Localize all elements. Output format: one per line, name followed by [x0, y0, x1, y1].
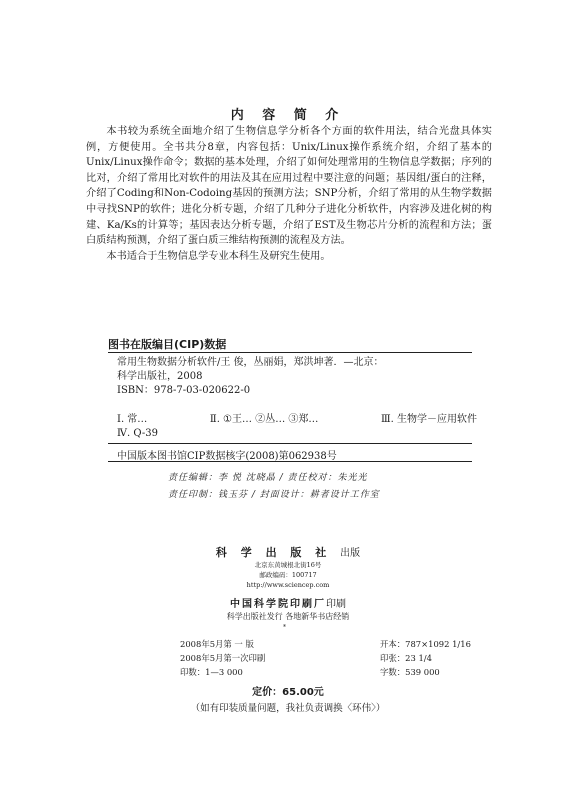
quality-notice: （如有印装质量问题，我社负责调换〈环伟〉） — [190, 703, 386, 714]
publisher-website: http://www.sciencep.com — [246, 581, 330, 589]
cip-class-3: Ⅲ. 生物学－应用软件 — [380, 414, 477, 425]
cip-number: 中国版本图书馆CIP数据核字(2008)第062938号 — [117, 451, 337, 462]
spec-word-count: 字数：539 000 — [380, 667, 440, 677]
distribution-line: 科学出版社发行 各地新华书店经销 — [226, 612, 350, 621]
printer-name: 中国科学院印刷厂 — [230, 599, 326, 610]
cip-line: ISBN：978-7-03-020622-0 — [117, 385, 251, 396]
spec-printing: 2008年5月第一次印刷 — [180, 653, 266, 663]
summary-title: 内 容 简 介 — [230, 108, 346, 123]
publisher-postcode: 邮政编码：100717 — [259, 571, 317, 579]
cip-class-1: Ⅰ. 常… — [117, 414, 148, 425]
publication-specs — [180, 637, 471, 679]
publisher-suffix: 出版 — [340, 548, 361, 559]
cip-line: 科学出版社，2008 — [117, 371, 203, 382]
cip-rule-bottom — [108, 461, 472, 462]
summary-paragraph: 本书较为系统全面地介绍了生物信息学分析各个方面的软件用法，结合光盘具体实例，方便使用。全书共分8章，内容包括：Unix/Linux操作系统介绍，介绍了基本的Unix/Linux操作命令；数据的基本处理，介绍了如何处理常用的生物信息学数据；序列的比对，介绍了常用比对软件的用法及其在应用过程中要注意的问题；基因组/蛋白的注释，介绍了Coding和Non-Codoing基因的预测方法；SNP分析，介绍了常用的从生物学数据中寻找SNP的软件；进化分析专题，介绍了几种分子进化分析软件，内容涉及进化树的构建、Ka/Ks的计算等；基因表达分析专题，介绍了EST及生物芯片分析的流程和方法；蛋白质结构预测，介绍了蛋白质三维结构预测的流程及方法。 — [86, 126, 492, 247]
cip-rule-top — [108, 352, 472, 353]
printer-line — [0, 595, 576, 610]
cip-class-4: Ⅳ. Q-39 — [117, 428, 159, 439]
cip-heading: 图书在版编目(CIP)数据 — [108, 338, 227, 351]
staff-editors: 责任编辑：李 悦 沈晓晶 / 责任校对：朱光光 — [168, 473, 368, 483]
separator-star: * — [283, 624, 286, 631]
price: 定价：65.00元 — [252, 687, 324, 698]
cip-class-2: Ⅱ. ①王… ②丛… ③郑… — [209, 414, 319, 425]
spec-edition: 2008年5月第 一 版 — [180, 639, 254, 649]
spec-format: 开本：787×1092 1/16 — [380, 639, 471, 649]
spec-sheets: 印张：23 1/4 — [380, 653, 432, 663]
cip-line: 常用生物数据分析软件/王 俊，丛丽娟，郑洪坤著．—北京： — [117, 357, 384, 368]
publisher-address: 北京东黄城根北街16号 — [254, 561, 322, 569]
publisher-name: 科 学 出 版 社 — [215, 546, 332, 559]
printer-suffix: 印刷 — [326, 599, 346, 610]
cip-record — [117, 356, 477, 398]
publisher-line — [0, 544, 576, 560]
summary-text — [86, 124, 492, 264]
summary-paragraph: 本书适合于生物信息学专业本科生及研究生使用。 — [106, 250, 331, 262]
staff-production: 责任印制：钱玉芬 / 封面设计：耕者设计工作室 — [168, 490, 380, 500]
cip-rule-mid — [108, 443, 472, 444]
cip-classification — [117, 413, 477, 441]
spec-print-run: 印数：1—3 000 — [180, 667, 243, 677]
